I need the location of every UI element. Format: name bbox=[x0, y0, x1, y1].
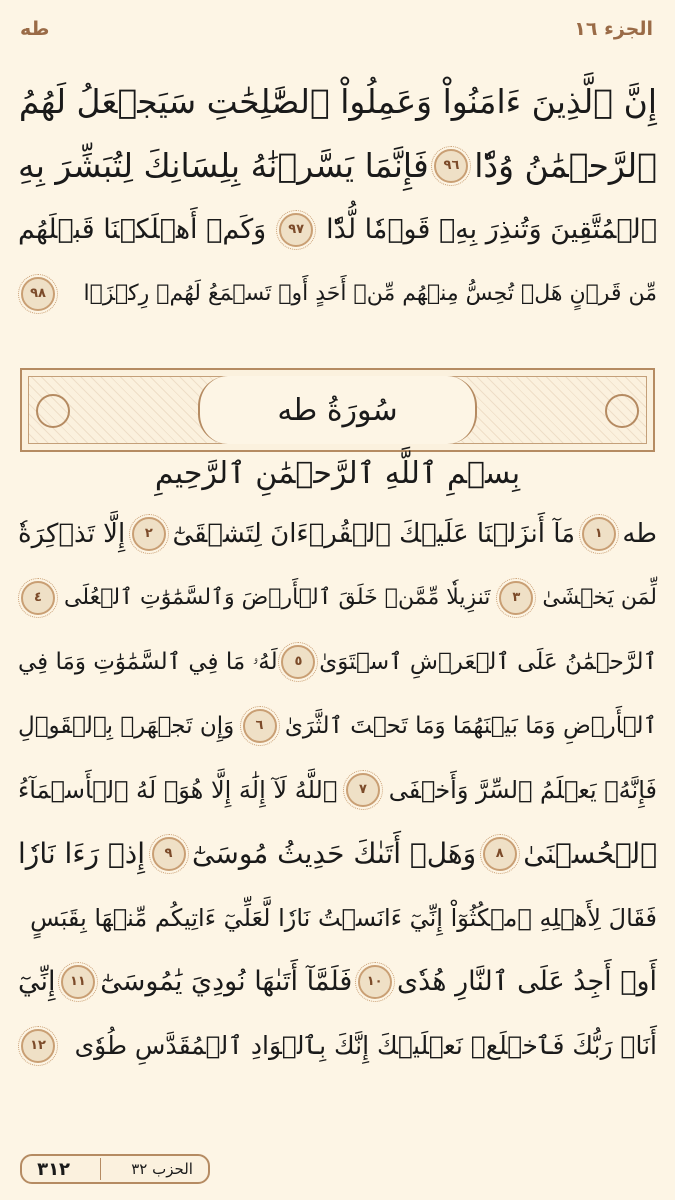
verse-text: فَلَمَّآ أَتَىٰهَا نُودِيَ يَٰمُوسَىٰٓ bbox=[100, 966, 353, 997]
surah-title: سُورَةُ طه bbox=[198, 376, 477, 444]
juz-label: الجزء ١٦ bbox=[574, 18, 653, 40]
verse-text: ٱللَّهُ لَآ إِلَٰهَ إِلَّا هُوَۖ لَهُ ٱلۡأَسۡمَآءُ bbox=[18, 776, 338, 804]
verse-line bbox=[18, 630, 657, 694]
verse-text: فَقَالَ لِأَهۡلِهِ ٱمۡكُثُوٓاْ إِنِّيٓ ءَانَسۡتُ نَارٗا لَّعَلِّيٓ ءَاتِيكُم مِّنۡهَا بِقَبَسٍ bbox=[30, 904, 657, 932]
verse-text: فَإِنَّمَا يَسَّرۡنَٰهُ بِلِسَانِكَ لِتُبَشِّرَ بِهِ bbox=[18, 146, 429, 185]
ayah-marker: ٩٨ bbox=[21, 277, 55, 311]
ayah-marker: ٢ bbox=[132, 517, 166, 551]
verse-text: وَهَلۡ أَتَىٰكَ حَدِيثُ مُوسَىٰٓ bbox=[192, 837, 477, 870]
verse-text: أَوۡ أَجِدُ عَلَى ٱلنَّارِ هُدٗى bbox=[397, 966, 657, 997]
verse-line bbox=[18, 886, 657, 950]
verse-text: وَإِن تَجۡهَرۡ بِٱلۡقَوۡلِ bbox=[18, 713, 235, 739]
verses-top bbox=[18, 70, 657, 326]
ayah-marker: ٩٦ bbox=[434, 149, 468, 183]
verses-bottom bbox=[18, 502, 657, 1078]
verse-text: طه bbox=[622, 519, 657, 549]
basmala: بِسۡمِ ٱللَّهِ ٱلرَّحۡمَٰنِ ٱلرَّحِيمِ bbox=[154, 456, 521, 491]
footer-divider bbox=[100, 1158, 101, 1180]
verse-line bbox=[18, 262, 657, 326]
verse-line bbox=[18, 822, 657, 886]
page-header bbox=[0, 0, 675, 60]
verse-text: تَنزِيلٗا مِّمَّنۡ خَلَقَ ٱلۡأَرۡضَ وَٱلسَّمَٰوَٰتِ ٱلۡعُلَى bbox=[63, 585, 491, 610]
page-number: ٣١٢ bbox=[37, 1158, 71, 1180]
ayah-marker: ٧ bbox=[346, 773, 380, 807]
verse-text: إِنَّ ٱلَّذِينَ ءَامَنُواْ وَعَمِلُواْ ٱلصَّٰلِحَٰتِ سَيَجۡعَلُ لَهُمُ bbox=[18, 82, 657, 121]
ayah-marker: ٦ bbox=[243, 709, 277, 743]
verse-line bbox=[18, 134, 657, 198]
verse-line bbox=[18, 694, 657, 758]
verse-line bbox=[18, 758, 657, 822]
ayah-marker: ١٠ bbox=[358, 965, 392, 999]
verse-text: إِذۡ رَءَا نَارٗا bbox=[18, 837, 145, 870]
verse-line bbox=[18, 70, 657, 134]
ayah-marker: ٤ bbox=[21, 581, 55, 615]
ayah-marker: ٩٧ bbox=[279, 213, 313, 247]
verse-line bbox=[18, 566, 657, 630]
ornament-left-icon bbox=[36, 394, 70, 428]
verse-text: إِلَّا تَذۡكِرَةٗ bbox=[18, 519, 126, 549]
verse-text: وَكَمۡ أَهۡلَكۡنَا قَبۡلَهُم bbox=[18, 214, 267, 245]
hizb-label: الحزب ٣٢ bbox=[131, 1160, 193, 1178]
ayah-marker: ٩ bbox=[152, 837, 186, 871]
page-footer bbox=[0, 1150, 675, 1186]
verse-text: ٱلۡمُتَّقِينَ وَتُنذِرَ بِهِۦ قَوۡمٗا لُّدّٗا bbox=[326, 214, 657, 245]
verse-line bbox=[18, 950, 657, 1014]
ayah-marker: ٥ bbox=[281, 645, 315, 679]
verse-text: أَنَا۠ رَبُّكَ فَٱخۡلَعۡ نَعۡلَيۡكَ إِنَّكَ بِٱلۡوَادِ ٱلۡمُقَدَّسِ طُوٗى bbox=[74, 1031, 657, 1060]
ornament-right-icon bbox=[605, 394, 639, 428]
ayah-marker: ١ bbox=[582, 517, 616, 551]
verse-text: ٱلرَّحۡمَٰنُ عَلَى ٱلۡعَرۡشِ ٱسۡتَوَىٰ bbox=[319, 649, 657, 675]
surah-name-header: طه bbox=[20, 18, 50, 40]
ayah-marker: ٣ bbox=[499, 581, 533, 615]
verse-text: ٱلۡأَرۡضِ وَمَا بَيۡنَهُمَا وَمَا تَحۡتَ ٱلثَّرَىٰ bbox=[284, 713, 657, 739]
footer-box bbox=[20, 1154, 210, 1184]
ayah-marker: ١٢ bbox=[21, 1029, 55, 1063]
verse-line bbox=[18, 198, 657, 262]
verse-text: لِّمَن يَخۡشَىٰ bbox=[542, 585, 657, 610]
ayah-marker: ٨ bbox=[483, 837, 517, 871]
verse-text: ٱلرَّحۡمَٰنُ وُدّٗا bbox=[474, 146, 657, 185]
verse-text: إِنِّيٓ bbox=[18, 966, 56, 997]
verse-line bbox=[18, 1014, 657, 1078]
verse-text: مِّن قَرۡنٍ هَلۡ تُحِسُّ مِنۡهُم مِّنۡ أَحَدٍ أَوۡ تَسۡمَعُ لَهُمۡ رِكۡزَۢا bbox=[83, 281, 657, 306]
surah-title-frame bbox=[20, 368, 655, 452]
verse-text: ٱلۡحُسۡنَىٰ bbox=[523, 837, 657, 870]
verse-text: مَآ أَنزَلۡنَا عَلَيۡكَ ٱلۡقُرۡءَانَ لِتَشۡقَىٰٓ bbox=[172, 519, 576, 549]
verse-line bbox=[18, 502, 657, 566]
ayah-marker: ١١ bbox=[61, 965, 95, 999]
verse-text: لَهُۥ مَا فِي ٱلسَّمَٰوَٰتِ وَمَا فِي bbox=[18, 649, 278, 675]
verse-text: فَإِنَّهُۥ يَعۡلَمُ ٱلسِّرَّ وَأَخۡفَى bbox=[388, 776, 657, 804]
